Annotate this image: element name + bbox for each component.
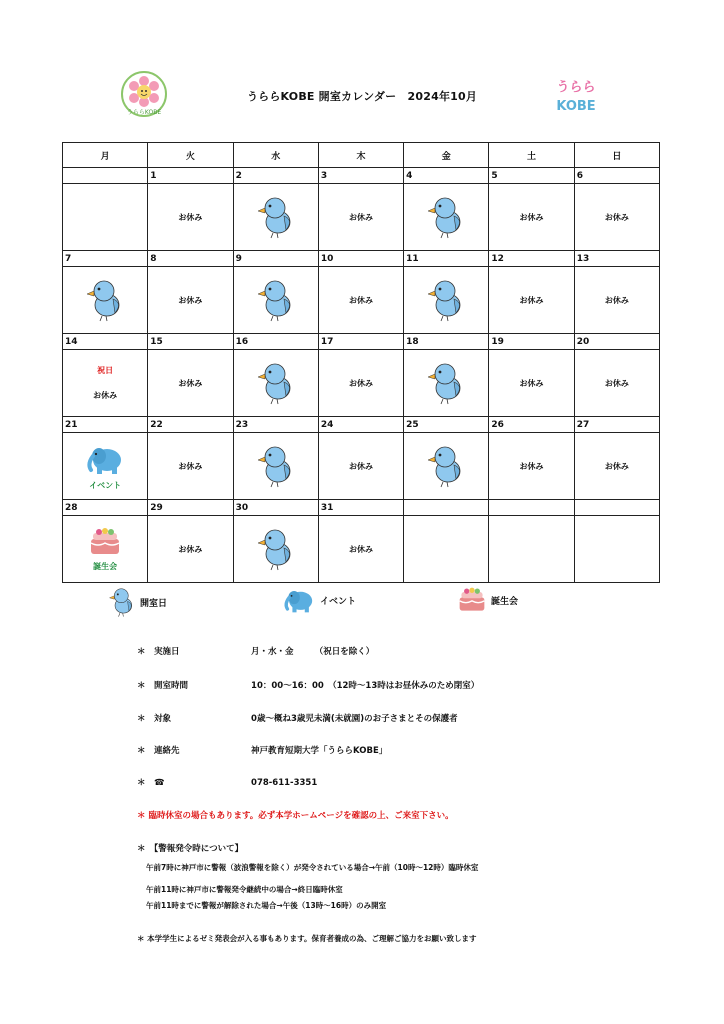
closed-label: お休み [519, 378, 544, 388]
page-title: うららKOBE 開室カレンダー 2024年10月 [246, 90, 478, 103]
closed-label: お休み [348, 378, 373, 388]
date-number [489, 500, 574, 516]
bird-icon [85, 277, 125, 323]
closed-label: お休み [178, 295, 203, 305]
date-number-row [63, 417, 660, 433]
date-number-row [63, 168, 660, 184]
weekday-sun: 日 [574, 143, 659, 168]
weekday-mon: 月 [63, 143, 148, 168]
date-number: 8 [148, 251, 233, 267]
day-cell [489, 350, 574, 417]
date-number: 13 [574, 251, 659, 267]
date-number: 6 [574, 168, 659, 184]
date-number [574, 500, 659, 516]
logo-line1: うらら [556, 80, 596, 95]
closed-label: お休み [604, 295, 629, 305]
date-number: 27 [574, 417, 659, 433]
closed-label: お休み [604, 461, 629, 471]
date-number: 21 [63, 417, 148, 433]
bird-icon [256, 526, 296, 572]
date-number: 2 [233, 168, 318, 184]
day-cell [318, 516, 403, 583]
day-cell [489, 516, 574, 583]
closed-label: お休み [178, 461, 203, 471]
date-number: 31 [318, 500, 403, 516]
date-number [404, 500, 489, 516]
bird-icon [256, 277, 296, 323]
bird-icon [108, 586, 136, 618]
alert-line-3: 午前11時までに警報が解除された場合→午後（13時～16時）のみ開室 [146, 901, 387, 910]
day-cell [404, 184, 489, 251]
day-cell [404, 433, 489, 500]
calendar-table [62, 142, 660, 583]
day-cell [148, 350, 233, 417]
event-label: イベント [89, 480, 122, 490]
date-number [63, 168, 148, 184]
bird-icon [256, 194, 296, 240]
date-number: 22 [148, 417, 233, 433]
date-number: 26 [489, 417, 574, 433]
date-number: 24 [318, 417, 403, 433]
closed-label: お休み [348, 212, 373, 222]
closed-label: お休み [519, 461, 544, 471]
info-hours: ＊ 開室時間 10：00～16：00 （12時～13時はお昼休みのため閉室） [137, 681, 480, 691]
day-cell [63, 516, 148, 583]
date-number-row [63, 334, 660, 350]
date-number: 25 [404, 417, 489, 433]
cake-icon [457, 586, 487, 614]
closed-label: お休み [93, 391, 118, 400]
closed-label: お休み [519, 212, 544, 222]
date-body-row [63, 350, 660, 417]
date-number: 1 [148, 168, 233, 184]
weekday-wed: 水 [233, 143, 318, 168]
bird-icon [426, 360, 466, 406]
date-body-row [63, 267, 660, 334]
date-number: 16 [233, 334, 318, 350]
holiday-label: 祝日 [97, 366, 114, 375]
day-cell [318, 433, 403, 500]
bird-icon [426, 277, 466, 323]
bird-icon [256, 360, 296, 406]
info-target: ＊ 対象 0歳～概ね3歳児未満(未就園)のお子さまとその保護者 [137, 714, 458, 724]
closed-label: お休み [348, 295, 373, 305]
legend-open [108, 586, 167, 618]
day-cell [148, 516, 233, 583]
day-cell [148, 433, 233, 500]
day-cell [404, 350, 489, 417]
date-number: 12 [489, 251, 574, 267]
day-cell [63, 267, 148, 334]
date-number: 15 [148, 334, 233, 350]
day-cell [318, 184, 403, 251]
day-cell [233, 516, 318, 583]
weekday-thu: 木 [318, 143, 403, 168]
date-number: 9 [233, 251, 318, 267]
date-number: 29 [148, 500, 233, 516]
closed-label: お休み [604, 212, 629, 222]
date-body-row [63, 184, 660, 251]
legend-birthday [457, 586, 518, 614]
day-cell [574, 184, 659, 251]
info-phone: ＊ ☎ 078-611-3351 [137, 778, 318, 788]
info-contact: ＊ 連絡先 神戸教育短期大学「うららKOBE」 [137, 746, 388, 756]
day-cell [489, 267, 574, 334]
day-cell [404, 267, 489, 334]
legend-event-label: イベント [320, 596, 357, 607]
date-number: 11 [404, 251, 489, 267]
date-number: 19 [489, 334, 574, 350]
date-number: 14 [63, 334, 148, 350]
date-body-row [63, 516, 660, 583]
weekday-tue: 火 [148, 143, 233, 168]
day-cell [63, 184, 148, 251]
day-cell [404, 516, 489, 583]
date-number: 28 [63, 500, 148, 516]
day-cell [233, 184, 318, 251]
day-cell [233, 267, 318, 334]
date-number: 10 [318, 251, 403, 267]
day-cell [574, 350, 659, 417]
day-cell [148, 184, 233, 251]
date-number-row [63, 251, 660, 267]
elephant-icon [85, 442, 125, 476]
date-number: 18 [404, 334, 489, 350]
day-cell [148, 267, 233, 334]
bird-icon [426, 443, 466, 489]
date-number: 7 [63, 251, 148, 267]
day-cell [574, 267, 659, 334]
weekday-header-row [63, 143, 660, 168]
elephant-icon [282, 586, 316, 614]
closed-label: お休み [178, 378, 203, 388]
date-number: 20 [574, 334, 659, 350]
day-cell [574, 433, 659, 500]
day-cell [63, 350, 148, 417]
footer-note: ＊ 本学学生によるゼミ発表会が入る事もあります。保育者養成の為、ご理解ご協力をお願い致します [137, 934, 477, 943]
birthday-label: 誕生会 [93, 561, 118, 571]
date-number-row [63, 500, 660, 516]
alert-title: ＊ 【警報発令時について】 [137, 844, 244, 854]
bird-icon [426, 194, 466, 240]
closed-label: お休み [348, 461, 373, 471]
date-body-row [63, 433, 660, 500]
legend-event [282, 586, 356, 614]
bird-icon [256, 443, 296, 489]
urara-logo-text: うららKOBE [126, 109, 162, 116]
day-cell [574, 516, 659, 583]
day-cell [233, 433, 318, 500]
closed-label: お休み [519, 295, 544, 305]
date-number: 30 [233, 500, 318, 516]
alert-line-2: 午前11時に神戸市に警報発令継続中の場合→終日臨時休室 [146, 885, 343, 894]
day-cell [318, 350, 403, 417]
date-number: 17 [318, 334, 403, 350]
alert-line-1: 午前7時に神戸市に警報（波浪警報を除く）が発令されている場合→午前（10時～12時）臨時休室 [146, 863, 479, 872]
day-cell [489, 433, 574, 500]
date-number: 3 [318, 168, 403, 184]
closed-label: お休み [178, 544, 203, 554]
date-number: 4 [404, 168, 489, 184]
closed-label: お休み [604, 378, 629, 388]
day-cell [233, 350, 318, 417]
weekday-sat: 土 [489, 143, 574, 168]
legend-birthday-label: 誕生会 [491, 596, 519, 607]
date-number: 5 [489, 168, 574, 184]
day-cell [489, 184, 574, 251]
info-days: ＊ 実施日 月・水・金 （祝日を除く） [137, 647, 375, 657]
weekday-fri: 金 [404, 143, 489, 168]
temporary-closure-warning: ＊ 臨時休室の場合もあります。必ず本学ホームページを確認の上、ご来室下さい。 [137, 811, 454, 821]
logo-line2: KOBE [556, 99, 596, 114]
date-number: 23 [233, 417, 318, 433]
day-cell [318, 267, 403, 334]
closed-label: お休み [348, 544, 373, 554]
day-cell [63, 433, 148, 500]
closed-label: お休み [178, 212, 203, 222]
cake-icon [88, 527, 122, 557]
legend-open-label: 開室日 [140, 598, 168, 609]
